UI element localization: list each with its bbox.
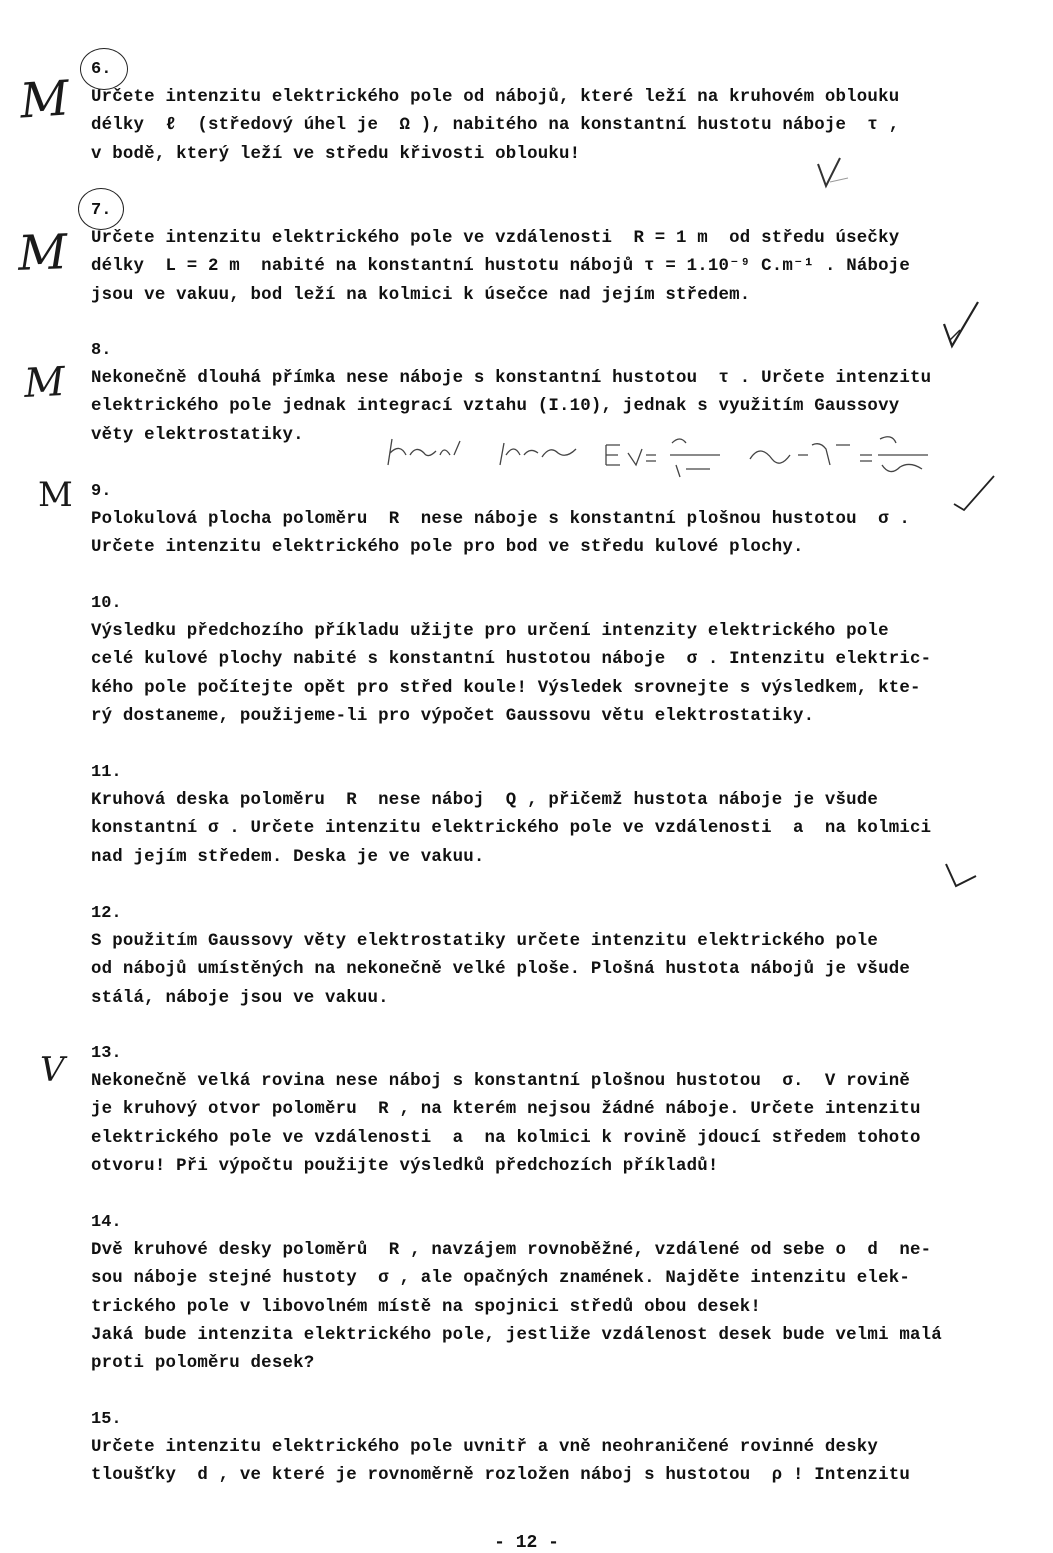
problem-line: Určete intenzitu elektrického pole ve vzdálenosti R = 1 m od středu úsečky	[91, 229, 900, 248]
problem-line: elektrického pole jednak integrací vztahu (I.10), jednak s využitím Gaussovy	[91, 397, 900, 417]
problem-line: nad jejím středem. Deska je ve vakuu.	[91, 847, 485, 867]
problem-14	[91, 1209, 1031, 1378]
problem-number: 10.	[91, 594, 122, 613]
problem-line: otvoru! Při výpočtu použijte výsledků předchozích příkladů!	[91, 1156, 719, 1176]
problem-number: 9.	[91, 482, 112, 501]
problem-line: sou náboje stejné hustoty σ , ale opačných znamének. Najděte intenzitu elek-	[91, 1269, 910, 1289]
problem-line: kého pole počítejte opět pro střed koule! Výsledek srovnejte s výsledkem, kte-	[91, 678, 921, 698]
margin-mark-m: M	[17, 224, 69, 282]
problem-11	[91, 759, 1031, 872]
problem-line: Polokulová plocha poloměru R nese náboje s konstantní plošnou hustotou σ .	[91, 510, 910, 529]
problem-line: Kruhová deska poloměru R nese náboj Q , přičemž hustota náboje je všude	[91, 791, 879, 810]
margin-mark-m: M	[22, 358, 67, 408]
problem-line: Nekonečně dlouhá přímka nese náboje s konstantní hustotou τ . Určete intenzitu	[91, 369, 932, 388]
problem-line: je kruhový otvor poloměru R , na kterém nejsou žádné náboje. Určete intenzitu	[91, 1100, 921, 1120]
problem-line: od nábojů umístěných na nekonečně velké ploše. Plošná hustota nábojů je všude	[91, 960, 910, 980]
problem-line: rý dostaneme, použijeme-li pro výpočet Gaussovu větu elektrostatiky.	[91, 706, 815, 726]
problem-line: délky ℓ (středový úhel je Ω ), nabitého na konstantní hustotu náboje τ ,	[91, 116, 900, 136]
problem-number: 6.	[91, 60, 112, 79]
margin-mark-m: M	[38, 475, 73, 515]
number-circle-6	[80, 48, 128, 90]
problem-15	[91, 1406, 1031, 1491]
handwritten-formula	[380, 425, 960, 485]
problem-number: 15.	[91, 1410, 122, 1429]
problem-line: v bodě, který leží ve středu křivosti oblouku!	[91, 144, 581, 164]
problem-12	[91, 900, 1031, 1013]
problem-line: Určete intenzitu elektrického pole pro bod ve středu kulové plochy.	[91, 538, 804, 558]
problem-line: délky L = 2 m nabité na konstantní hustotu nábojů τ = 1.10⁻⁹ C.m⁻¹ . Náboje	[91, 257, 911, 277]
problem-number: 14.	[91, 1213, 122, 1232]
problem-number: 12.	[91, 904, 122, 923]
problem-number: 11.	[91, 763, 122, 782]
problem-number: 8.	[91, 341, 112, 360]
problem-line: jsou ve vakuu, bod leží na kolmici k úsečce nad jejím středem.	[91, 285, 751, 305]
problem-number: 7.	[91, 201, 112, 220]
number-circle-7	[78, 188, 124, 230]
check-mark-icon	[942, 858, 982, 898]
problem-line: trického pole v libovolném místě na spojnici středů obou desek!	[91, 1297, 762, 1317]
problem-line: Určete intenzitu elektrického pole uvnitř a vně neohraničené rovinné desky	[91, 1438, 879, 1457]
problem-line: S použitím Gaussovy věty elektrostatiky určete intenzitu elektrického pole	[91, 932, 879, 951]
problem-line: celé kulové plochy nabité s konstantní hustotou náboje σ . Intenzitu elektric-	[91, 650, 932, 670]
margin-mark-v: V	[40, 1050, 65, 1090]
problem-line: stálá, náboje jsou ve vakuu.	[91, 988, 389, 1008]
problem-10	[91, 590, 1031, 731]
problem-13	[91, 1040, 1031, 1181]
problem-number: 13.	[91, 1044, 122, 1063]
problem-line: Nekonečně velká rovina nese náboj s konstantní plošnou hustotou σ. V rovině	[91, 1072, 910, 1091]
margin-mark-m: M	[18, 70, 72, 130]
problem-line: věty elektrostatiky.	[91, 425, 304, 445]
problem-line: Výsledku předchozího příkladu užijte pro určení intenzity elektrického pole	[91, 622, 889, 641]
problem-line: Jaká bude intenzita elektrického pole, jestliže vzdálenost desek bude velmi malá	[91, 1325, 942, 1345]
problem-line: konstantní σ . Určete intenzitu elektrického pole ve vzdálenosti a na kolmici	[91, 819, 932, 839]
problem-9	[91, 478, 1031, 563]
problem-line: tloušťky d , ve které je rovnoměrně rozložen náboj s hustotou ρ ! Intenzitu	[91, 1466, 910, 1486]
check-mark-icon	[930, 296, 990, 356]
problem-line: proti poloměru desek?	[91, 1354, 315, 1374]
problem-line: Dvě kruhové desky poloměrů R , navzájem rovnoběžné, vzdálené od sebe o d ne-	[91, 1241, 932, 1260]
problem-6	[91, 56, 1031, 169]
page-number: - 12 -	[494, 1533, 559, 1553]
problem-line: elektrického pole ve vzdálenosti a na kolmici k rovině jdoucí středem tohoto	[91, 1128, 921, 1148]
check-mark-icon	[808, 152, 858, 202]
problem-line: Určete intenzitu elektrického pole od nábojů, které leží na kruhovém oblouku	[91, 88, 900, 107]
problem-7	[91, 197, 1031, 310]
